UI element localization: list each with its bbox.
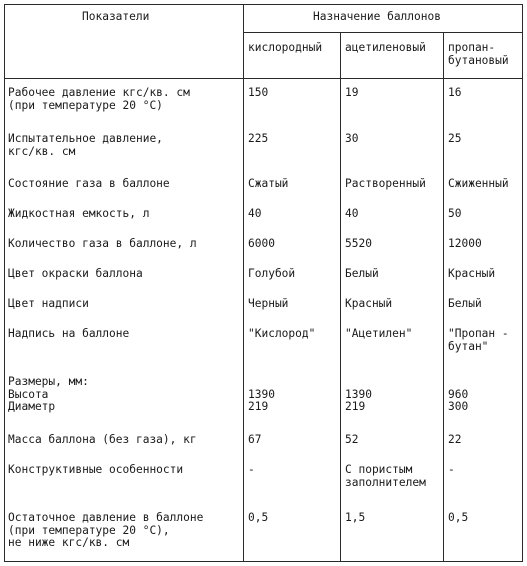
row-label: Остаточное давление в баллоне (при температуре 20 °С), не ниже кгс/кв. см <box>8 511 204 549</box>
cell-propane: 16 <box>448 86 462 99</box>
cell-oxygen: 1390 219 <box>248 387 275 413</box>
cell-propane: 22 <box>448 433 462 446</box>
row-label: Цвет надписи <box>8 297 89 310</box>
row-label: Испытательное давление, кгс/кв. см <box>8 132 163 158</box>
grid-line <box>4 561 523 562</box>
cell-propane: 0,5 <box>448 511 469 524</box>
header-indicators: Показатели <box>82 10 150 23</box>
row-label: Размеры, мм: Высота Диаметр <box>8 375 89 413</box>
cell-acetylene: 1390 219 <box>345 387 372 413</box>
grid-line <box>522 4 523 562</box>
cell-oxygen: 150 <box>248 86 269 99</box>
cell-acetylene: 1,5 <box>345 511 366 524</box>
row-label: Рабочее давление кгс/кв. см (при температуре 20 °С) <box>8 86 190 112</box>
cell-acetylene: 19 <box>345 86 359 99</box>
cell-oxygen: 0,5 <box>248 511 269 524</box>
row-label: Количество газа в баллоне, л <box>8 237 197 250</box>
cell-oxygen: "Кислород" <box>248 327 316 340</box>
cell-propane: 25 <box>448 132 462 145</box>
cell-acetylene: Красный <box>345 297 393 310</box>
cell-propane: - <box>448 463 455 476</box>
row-label: Цвет окраски баллона <box>8 267 143 280</box>
grid-line <box>4 4 5 562</box>
row-label: Масса баллона (без газа), кг <box>8 433 197 446</box>
cell-oxygen: 67 <box>248 433 262 446</box>
cell-acetylene: 52 <box>345 433 359 446</box>
column-header-oxygen: кислородный <box>248 41 323 54</box>
cell-acetylene: С пористым заполнителем <box>345 463 426 489</box>
cell-acetylene: 5520 <box>345 237 372 250</box>
cell-propane: Белый <box>448 297 482 310</box>
row-label: Конструктивные особенности <box>8 463 184 476</box>
header-cylinder-purpose: Назначение баллонов <box>313 10 441 23</box>
cell-propane: 960 300 <box>448 387 469 413</box>
column-header-propane: пропан- бутановый <box>448 41 509 67</box>
grid-line <box>4 4 523 5</box>
cell-oxygen: 6000 <box>248 237 275 250</box>
cell-oxygen: Сжатый <box>248 177 289 190</box>
grid-line <box>4 78 523 79</box>
cell-propane: 12000 <box>448 237 482 250</box>
cell-propane: Сжиженный <box>448 177 509 190</box>
column-header-acetylene: ацетиленовый <box>345 41 426 54</box>
cell-oxygen: Черный <box>248 297 289 310</box>
cell-acetylene: 40 <box>345 207 359 220</box>
cell-propane: "Пропан - бутан" <box>448 327 509 353</box>
row-label: Надпись на баллоне <box>8 327 130 340</box>
cell-acetylene: "Ацетилен" <box>345 327 413 340</box>
cell-acetylene: Белый <box>345 267 379 280</box>
row-label: Жидкостная емкость, л <box>8 207 150 220</box>
cell-acetylene: Растворенный <box>345 177 426 190</box>
grid-line <box>340 32 341 562</box>
cell-oxygen: 225 <box>248 132 269 145</box>
grid-line <box>243 4 244 562</box>
grid-line <box>243 32 523 33</box>
cell-oxygen: 40 <box>248 207 262 220</box>
cell-oxygen: Голубой <box>248 267 296 280</box>
cell-propane: 50 <box>448 207 462 220</box>
cell-oxygen: - <box>248 463 255 476</box>
row-label: Состояние газа в баллоне <box>8 177 170 190</box>
cell-propane: Красный <box>448 267 496 280</box>
grid-line <box>443 32 444 562</box>
cell-acetylene: 30 <box>345 132 359 145</box>
